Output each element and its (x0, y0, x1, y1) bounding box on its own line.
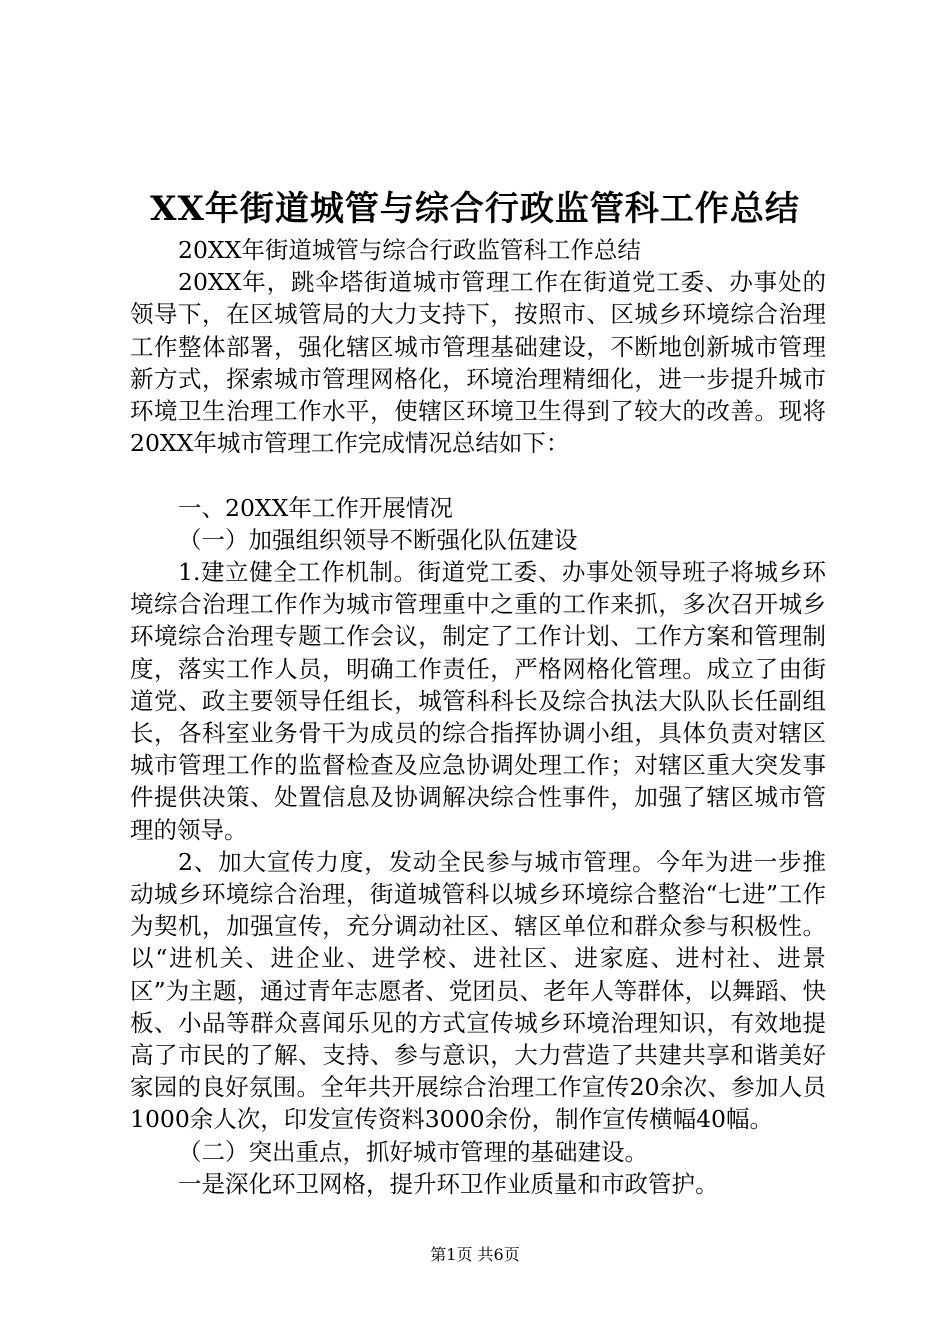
blank-line (130, 459, 826, 491)
document-title: XX年街道城管与综合行政监管科工作总结 (150, 189, 800, 229)
intro-paragraph: 20XX年，跳伞塔街道城市管理工作在街道党工委、办事处的领导下，在区城管局的大力支持下，按照市、区城乡环境综合治理工作整体部署，强化辖区城市管理基础建设，不断地创新城市管理新方式，探索城市管理网格化，环境治理精细化，进一步提升城市环境卫生治理工作水平，使辖区环境卫生得到了较大的改善。现将20XX年城市管理工作完成情况总结如下： (130, 268, 826, 458)
subsection-heading: （二）突出重点，抓好城市管理的基础建设。 (178, 1137, 648, 1166)
subsection-heading: （一）加强组织领导不断强化队伍建设 (178, 525, 578, 554)
body-paragraph: 1.建立健全工作机制。街道党工委、办事处领导班子将城乡环境综合治理工作作为城市管理重中之重的工作来抓，多次召开城乡环境综合治理专题工作会议，制定了工作计划、工作方案和管理制度，落实工作人员，明确工作责任，严格网格化管理。成立了由街道党、政主要领导任组长，城管科科长及综合执法大队队长任副组长，各科室业务骨干为成员的综合指挥协调小组，具体负责对辖区城市管理工作的监督检查及应急协调处理工作；对辖区重大突发事件提供决策、处置信息及协调解决综合性事件，加强了辖区城市管理的领导。 (130, 558, 826, 844)
subtitle-paragraph: 20XX年街道城管与综合行政监管科工作总结 (178, 236, 641, 264)
section-heading: 一、20XX年工作开展情况 (178, 493, 453, 522)
page-footer: 第1页 共6页 (430, 1245, 520, 1264)
document-body (130, 234, 826, 1200)
body-paragraph: 一是深化环卫网格，提升环卫作业质量和市政管护。 (178, 1169, 719, 1198)
body-paragraph: 2、加大宣传力度，发动全民参与城市管理。今年为进一步推动城乡环境综合治理，街道城管科以城乡环境综合整治“七进”工作为契机，加强宣传，充分调动社区、辖区单位和群众参与积极性。以“进机关、进企业、进学校、进社区、进家庭、进村社、进景区”为主题，通过青年志愿者、党团员、老年人等群体，以舞蹈、快板、小品等群众喜闻乐见的方式宣传城乡环境治理知识，有效地提高了市民的了解、支持、参与意识，大力营造了共建共享和谐美好家园的良好氛围。全年共开展综合治理工作宣传20余次、参加人员1000余人次，印发宣传资料3000余份，制作宣传横幅40幅。 (130, 847, 826, 1134)
